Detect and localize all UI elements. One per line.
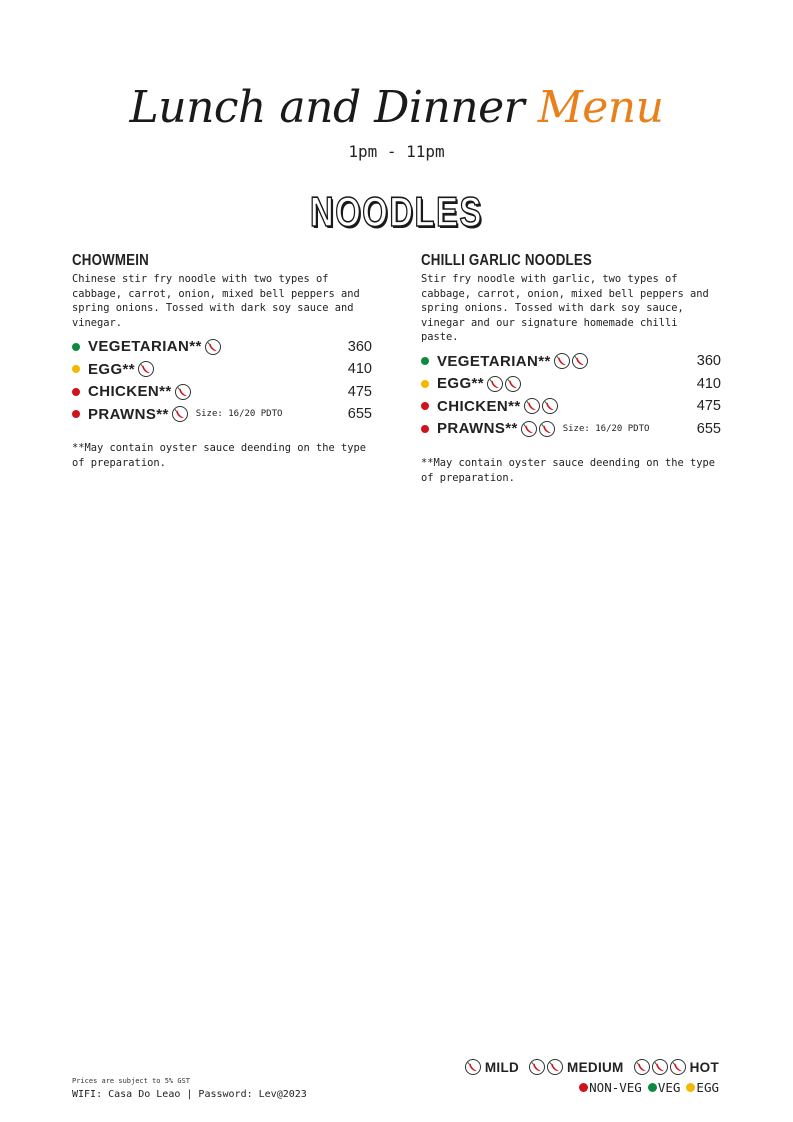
spice-level [554, 353, 590, 369]
option-row-egg [72, 358, 372, 381]
non-veg-dot-icon [72, 388, 80, 396]
chili-icon [524, 398, 540, 414]
chili-icon [634, 1059, 650, 1075]
spice-level [487, 376, 523, 392]
dish-note: **May contain oyster sauce deending on the type of preparation. [72, 442, 367, 469]
option-price: 655 [696, 420, 721, 437]
type-legend [465, 1077, 719, 1097]
legend-non-veg: NON-VEG [589, 1079, 642, 1095]
spice-level [521, 421, 557, 437]
size-note: Size: 16/20 PDTO [562, 423, 650, 434]
non-veg-dot-icon [72, 410, 80, 418]
egg-dot-icon [72, 365, 80, 373]
option-price: 410 [696, 375, 721, 392]
non-veg-dot-icon [421, 402, 429, 410]
option-name: PRAWNS** [88, 405, 169, 423]
dish-note: **May contain oyster sauce deending on the type of preparation. [421, 456, 716, 484]
chili-icon [205, 339, 221, 355]
chili-icon [542, 398, 558, 414]
option-row-vegetarian [421, 350, 721, 373]
dish-options [72, 335, 372, 425]
dish-name: CHILLI GARLIC NOODLES [421, 252, 592, 269]
option-price: 360 [696, 353, 721, 370]
footer [72, 1077, 307, 1100]
option-name: VEGETARIAN** [437, 352, 551, 370]
spice-level [175, 384, 193, 400]
chili-icon [547, 1059, 563, 1075]
wifi-info: WIFI: Casa Do Leao | Password: Lev@2023 [72, 1089, 307, 1100]
legend-egg: EGG [696, 1079, 719, 1095]
option-row-prawns [421, 417, 721, 440]
legend-mild: MILD [484, 1059, 520, 1075]
option-name: CHICKEN** [88, 383, 172, 401]
option-price: 655 [347, 406, 372, 423]
section-title: NOODLES [310, 188, 483, 235]
dish-name: CHOWMEIN [72, 252, 149, 269]
option-name: VEGETARIAN** [88, 338, 202, 356]
option-price: 475 [696, 398, 721, 415]
chili-icon [670, 1059, 686, 1075]
chili-icon [521, 421, 537, 437]
option-row-chicken [421, 395, 721, 418]
menu-title-main: Lunch and Dinner [129, 82, 525, 133]
dish-options [421, 350, 721, 440]
spice-level [524, 398, 560, 414]
chili-icon [465, 1059, 481, 1075]
veg-dot-icon [72, 343, 80, 351]
option-name: PRAWNS** [437, 420, 518, 438]
chili-icon [175, 384, 191, 400]
legend-veg: VEG [657, 1079, 681, 1095]
menu-title [0, 78, 793, 138]
chili-icon [529, 1059, 545, 1075]
spice-legend [465, 1057, 719, 1077]
egg-dot-icon [686, 1083, 695, 1092]
dish-description: Chinese stir fry noodle with two types of cabbage, carrot, onion, mixed bell peppers and spring onions. Tossed with dark soy sauce and vinegar. [72, 273, 360, 329]
option-row-egg [421, 372, 721, 395]
chili-icon [487, 376, 503, 392]
gst-note: Prices are subject to 5% GST [72, 1077, 191, 1085]
chili-icon [138, 361, 154, 377]
dish-card-chowmein [72, 252, 372, 471]
legend-medium: MEDIUM [567, 1059, 624, 1075]
chili-icon [554, 353, 570, 369]
service-hours: 1pm - 11pm [348, 142, 445, 161]
option-name: EGG** [437, 375, 485, 393]
chili-icon [505, 376, 521, 392]
menu-header [0, 78, 793, 161]
option-price: 410 [347, 361, 372, 378]
option-row-vegetarian [72, 335, 372, 358]
option-name: CHICKEN** [437, 397, 521, 415]
size-note: Size: 16/20 PDTO [195, 409, 283, 420]
chili-icon [539, 421, 555, 437]
option-price: 360 [347, 338, 372, 355]
spice-level [205, 339, 223, 355]
chili-icon [572, 353, 588, 369]
chili-icon [652, 1059, 668, 1075]
dish-card-chilli-garlic-noodles [421, 252, 721, 485]
chili-icon [172, 406, 188, 422]
option-row-prawns [72, 403, 372, 426]
option-row-chicken [72, 380, 372, 403]
spice-level [138, 361, 156, 377]
legend-hot: HOT [689, 1059, 719, 1075]
spice-level [172, 406, 190, 422]
veg-dot-icon [421, 357, 429, 365]
option-price: 475 [347, 383, 372, 400]
option-name: EGG** [88, 360, 136, 378]
dish-description: Stir fry noodle with garlic, two types of cabbage, carrot, onion, mixed bell peppers and spring onions. Tossed with dark soy sauce, vinegar and our signature homemade chilli paste. [421, 273, 709, 344]
non-veg-dot-icon [421, 425, 429, 433]
egg-dot-icon [421, 380, 429, 388]
veg-dot-icon [648, 1083, 657, 1092]
menu-title-accent: Menu [537, 82, 664, 133]
non-veg-dot-icon [579, 1083, 588, 1092]
legend [465, 1057, 719, 1097]
